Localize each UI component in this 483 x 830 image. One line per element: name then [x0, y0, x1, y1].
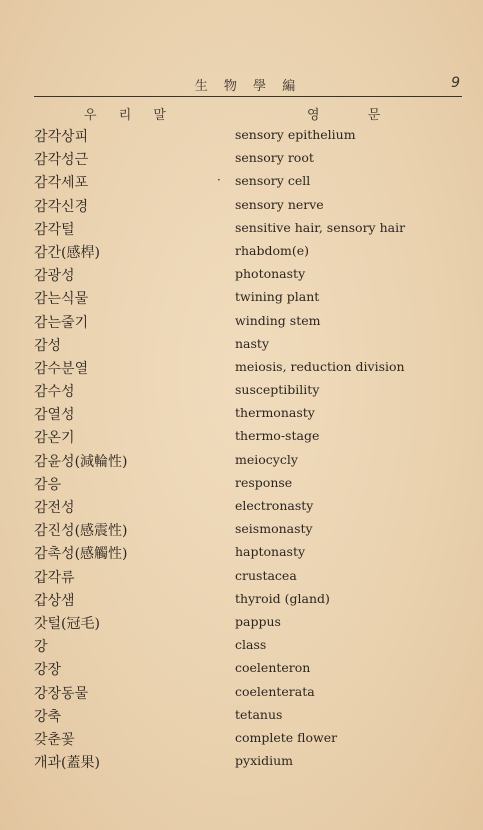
running-header: [34, 72, 462, 96]
korean-term: 갑각류: [34, 569, 75, 586]
english-term: seismonasty: [235, 521, 313, 537]
english-term: response: [235, 474, 293, 490]
list-item: [0, 333, 483, 356]
english-term: pappus: [235, 613, 281, 629]
english-term: haptonasty: [235, 544, 306, 560]
english-term: twining plant: [235, 289, 320, 305]
section-title: 生 物 學 編: [194, 79, 302, 94]
english-term: pyxidium: [235, 753, 294, 769]
english-term: meiocycly: [235, 451, 298, 467]
list-item: [0, 310, 483, 333]
list-item: [0, 611, 483, 634]
korean-term: 강장: [34, 662, 62, 679]
korean-term: 감윤성(減輪性): [34, 453, 128, 470]
korean-term: 감수분열: [34, 360, 89, 377]
english-term: sensitive hair, sensory hair: [235, 219, 406, 235]
list-item: [0, 170, 483, 193]
korean-term: 감전성: [34, 500, 75, 516]
korean-column-heading: 우 리 말: [84, 108, 175, 123]
english-term: nasty: [235, 335, 270, 351]
page-number: 9: [451, 75, 460, 91]
korean-term: 감간(感桿): [34, 244, 100, 261]
english-term: thyroid (gland): [235, 590, 330, 606]
korean-term: 갓털(冠毛): [34, 615, 100, 632]
korean-term: 갖춘꽃: [34, 731, 75, 748]
korean-term: 감는줄기: [34, 314, 89, 331]
english-term: sensory root: [235, 150, 314, 166]
korean-term: 강장동물: [34, 685, 89, 702]
english-term: class: [235, 637, 267, 653]
korean-term: 감광성: [34, 268, 75, 285]
list-item: [0, 750, 483, 773]
list-item: [0, 402, 483, 425]
english-term: meiosis, reduction division: [235, 358, 405, 374]
english-term: rhabdom(e): [235, 242, 310, 258]
korean-term: 감각성근: [34, 152, 89, 169]
list-item: [0, 194, 483, 217]
list-item: [0, 263, 483, 286]
korean-term: 감각신경: [34, 198, 89, 215]
list-item: [0, 425, 483, 448]
list-item: [0, 356, 483, 379]
list-item: [0, 704, 483, 727]
english-term: photonasty: [235, 266, 306, 282]
korean-term: 감응: [34, 476, 62, 493]
english-term: tetanus: [235, 706, 283, 722]
list-item: [0, 124, 483, 147]
korean-term: 감각털: [34, 221, 75, 238]
header-rule: [34, 96, 462, 97]
english-term: sensory epithelium: [235, 127, 356, 142]
list-item: [0, 217, 483, 240]
korean-term: 강축: [34, 708, 62, 725]
list-item: [0, 541, 483, 564]
list-item: [0, 240, 483, 263]
english-term: thermo-stage: [235, 428, 320, 444]
stray-dot-mark: ·: [217, 173, 221, 188]
english-term: electronasty: [235, 498, 314, 513]
korean-term: 감촉성(感觸性): [34, 546, 128, 563]
english-term: winding stem: [235, 312, 321, 328]
list-item: [0, 565, 483, 588]
korean-term: 감온기: [34, 430, 75, 447]
korean-term: 감열성: [34, 407, 75, 424]
english-term: susceptibility: [235, 382, 320, 398]
list-item: [0, 681, 483, 704]
list-item: [0, 147, 483, 170]
list-item: [0, 449, 483, 472]
english-term: complete flower: [235, 729, 338, 745]
list-item: [0, 518, 483, 541]
korean-term: 감는식물: [34, 291, 89, 308]
korean-term: 감각세포: [34, 175, 89, 192]
glossary-list: [0, 124, 483, 773]
english-term: sensory nerve: [235, 196, 324, 212]
korean-term: 갑상샘: [34, 592, 75, 609]
english-term: coelenterata: [235, 683, 315, 699]
korean-term: 감수성: [34, 384, 75, 401]
list-item: [0, 634, 483, 657]
list-item: [0, 588, 483, 611]
list-item: [0, 286, 483, 309]
korean-term: 강: [34, 639, 48, 656]
korean-term: 감성: [34, 337, 62, 354]
list-item: [0, 727, 483, 750]
english-column-heading: 영 문: [307, 108, 403, 123]
english-term: thermonasty: [235, 405, 315, 421]
list-item: [0, 379, 483, 402]
list-item: [0, 495, 483, 518]
list-item: [0, 472, 483, 495]
korean-term: 감각상피: [34, 129, 89, 145]
list-item: [0, 657, 483, 680]
english-term: coelenteron: [235, 660, 311, 676]
english-term: sensory cell: [235, 173, 311, 189]
korean-term: 감진성(感震性): [34, 523, 128, 540]
english-term: crustacea: [235, 567, 297, 583]
korean-term: 개과(蓋果): [34, 755, 100, 772]
